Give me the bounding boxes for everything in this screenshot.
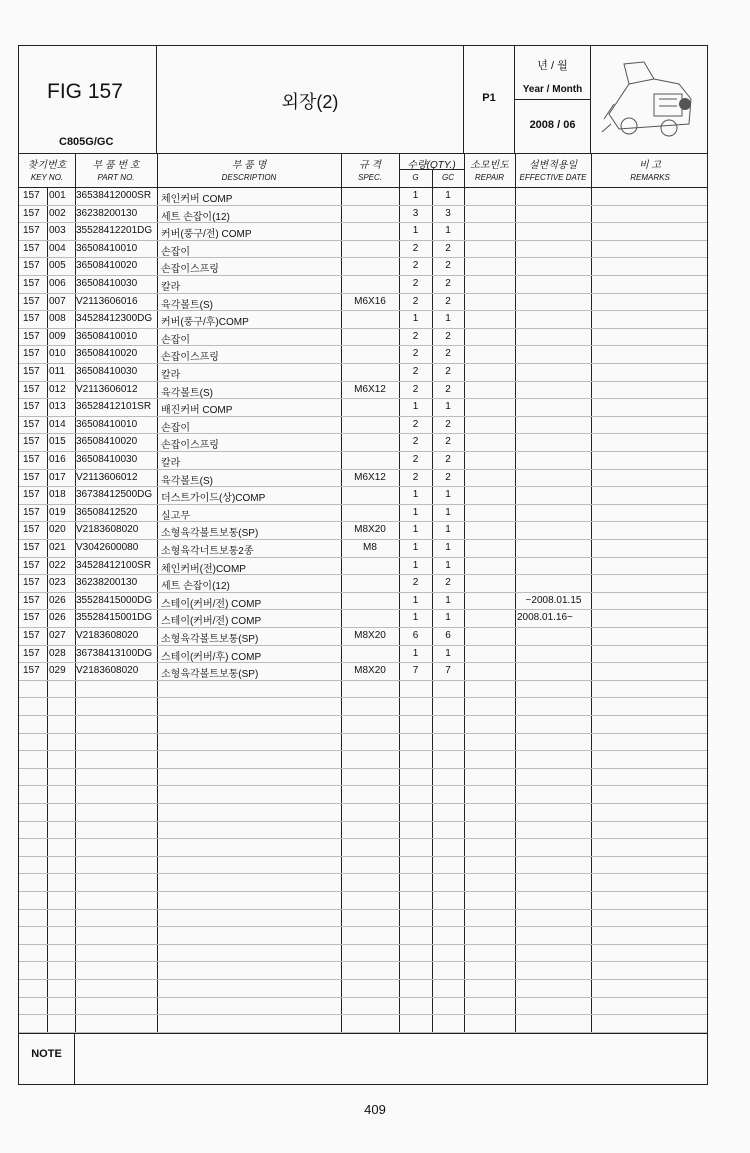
- cell-qty-g: 7: [412, 665, 419, 677]
- cell-sub-no: 003: [49, 225, 66, 237]
- cell-key-no: 157: [23, 559, 40, 571]
- page-code: P1: [482, 92, 496, 104]
- cell-qty-gc: 2: [445, 330, 451, 342]
- thumbnail-cell: [591, 46, 709, 153]
- cell-qty-gc: 2: [445, 471, 451, 483]
- col-remarks-ko: 비 고: [638, 160, 662, 171]
- cell-key-no: 157: [23, 313, 40, 325]
- cell-qty-g: 1: [412, 190, 419, 201]
- table-row: [19, 645, 707, 664]
- table-row: [19, 205, 707, 224]
- year-month-cell: [515, 46, 591, 153]
- cell-qty-gc: 1: [445, 190, 451, 201]
- cell-key-no: 157: [23, 401, 40, 413]
- table-row: [19, 381, 707, 400]
- cell-part-number: V2113606012: [76, 383, 138, 395]
- cell-qty-g: 2: [412, 348, 419, 360]
- cell-part-number: 36508410030: [76, 366, 138, 377]
- cell-sub-no: 016: [49, 454, 66, 465]
- cell-effective-date: ~2008.01.15: [525, 594, 582, 606]
- cell-qty-g: 1: [412, 559, 419, 571]
- col-key-ko: 찾기번호: [27, 160, 67, 171]
- cell-qty-gc: 2: [445, 383, 451, 395]
- table-row: [19, 768, 707, 787]
- cell-sub-no: 014: [49, 418, 66, 430]
- cell-sub-no: 013: [49, 401, 66, 413]
- col-repair: [464, 153, 515, 187]
- cell-qty-g: 2: [412, 295, 419, 307]
- cell-qty-gc: 2: [445, 418, 451, 430]
- cell-qty-g: 2: [412, 471, 419, 483]
- cell-key-no: 157: [23, 242, 40, 254]
- cell-key-no: 157: [23, 647, 40, 659]
- col-spec-en: SPEC.: [357, 173, 382, 182]
- cell-qty-gc: 1: [445, 401, 451, 413]
- cell-sub-no: 005: [49, 260, 66, 272]
- cell-qty-gc: 1: [445, 559, 451, 571]
- cell-key-no: 157: [23, 207, 40, 219]
- cell-description: 손잡이스프링: [161, 440, 219, 452]
- cell-part-number: 34528412300DG: [76, 313, 153, 325]
- cell-description: 육각볼트(S): [161, 299, 213, 311]
- table-row: [19, 539, 707, 558]
- table-row: [19, 574, 707, 593]
- cell-sub-no: 011: [49, 366, 65, 377]
- col-key: [19, 153, 75, 187]
- cell-part-number: 35528415000DG: [76, 594, 153, 606]
- cell-description: 칼라: [161, 282, 181, 293]
- cell-part-number: V2113606012: [76, 471, 138, 483]
- cell-part-number: 36238200130: [76, 577, 138, 589]
- col-qty-gc: GC: [442, 173, 454, 182]
- table-row: [19, 926, 707, 945]
- table-row: [19, 328, 707, 347]
- cell-description: 스테이(커버/후) COMP: [161, 651, 262, 663]
- cell-qty-gc: 1: [445, 489, 451, 501]
- cell-sub-no: 028: [49, 647, 66, 659]
- col-effective: [515, 153, 591, 187]
- col-repair-ko: 소모빈도: [470, 160, 509, 171]
- cell-description: 소형육각볼트보통(SP): [161, 528, 259, 540]
- table-row: [19, 697, 707, 716]
- cell-description: 세트 손잡이(12): [161, 211, 230, 223]
- title-cell: [157, 46, 464, 153]
- cell-part-number: V2183608020: [76, 524, 139, 536]
- cell-qty-gc: 2: [445, 278, 451, 289]
- table-row: [19, 257, 707, 276]
- col-spec: [341, 153, 399, 187]
- table-row: [19, 592, 707, 611]
- cell-description: 손잡이스프링: [161, 264, 219, 276]
- table-row: [19, 222, 707, 241]
- cell-sub-no: 007: [49, 295, 66, 307]
- cell-description: 더스트가이드(상)COMP: [161, 493, 266, 505]
- table-row: [19, 891, 707, 910]
- cell-qty-gc: 1: [445, 612, 451, 624]
- cell-qty-g: 1: [412, 542, 419, 553]
- cell-key-no: 157: [23, 436, 40, 448]
- cell-description: 육각볼트(S): [161, 475, 213, 487]
- cell-key-no: 157: [23, 295, 40, 307]
- cell-qty-gc: 2: [445, 577, 451, 589]
- cell-part-number: V3042600080: [76, 542, 139, 553]
- cell-qty-gc: 1: [445, 524, 451, 536]
- cell-key-no: 157: [23, 524, 40, 536]
- cell-qty-gc: 1: [445, 313, 451, 325]
- col-desc: [157, 153, 341, 187]
- cell-qty-g: 2: [412, 260, 419, 272]
- cell-part-number: 36508410020: [76, 260, 138, 272]
- cell-sub-no: 018: [49, 489, 66, 501]
- cell-sub-no: 021: [49, 542, 66, 553]
- table-row: [19, 627, 707, 646]
- cell-qty-g: 6: [412, 630, 419, 641]
- cell-description: 배진커버 COMP: [161, 405, 233, 417]
- cell-part-number: 36538412000SR: [76, 190, 152, 201]
- cell-qty-gc: 1: [445, 647, 451, 659]
- table-row: [19, 856, 707, 875]
- cell-sub-no: 002: [49, 207, 66, 219]
- cell-key-no: 157: [23, 348, 40, 360]
- table-row: [19, 433, 707, 452]
- cell-key-no: 157: [23, 190, 40, 201]
- page-cell: [464, 46, 515, 153]
- cell-qty-g: 2: [412, 330, 419, 342]
- figure-cell: [19, 46, 157, 153]
- cell-spec: M6X16: [354, 295, 386, 307]
- cell-spec: M6X12: [354, 471, 386, 483]
- table-row: [19, 838, 707, 857]
- cell-part-number: 36508410030: [76, 454, 138, 465]
- cell-qty-g: 1: [412, 647, 419, 659]
- cell-sub-no: 026: [49, 594, 66, 606]
- table-row: [19, 750, 707, 769]
- cell-description: 실고무: [161, 510, 190, 522]
- cell-key-no: 157: [23, 471, 40, 483]
- cell-spec: M8: [363, 542, 377, 553]
- cell-qty-gc: 2: [445, 242, 451, 254]
- sheet-header: [19, 46, 707, 154]
- table-row: [19, 733, 707, 752]
- cell-sub-no: 012: [49, 383, 66, 395]
- table-row: [19, 363, 707, 382]
- col-desc-ko: 부 품 명: [231, 160, 267, 171]
- page-number: 409: [364, 1102, 386, 1117]
- cell-qty-g: 2: [412, 418, 419, 430]
- cell-qty-gc: 2: [445, 436, 451, 448]
- parts-table-body: [19, 187, 707, 1033]
- cell-part-number: 36508410010: [76, 418, 138, 430]
- cell-sub-no: 015: [49, 436, 66, 448]
- page-title: 외장(2): [281, 92, 339, 112]
- table-row: [19, 785, 707, 804]
- cell-qty-gc: 1: [445, 506, 451, 518]
- cell-sub-no: 001: [49, 190, 66, 201]
- cell-key-no: 157: [23, 506, 40, 518]
- cell-qty-g: 1: [412, 225, 419, 237]
- cell-qty-g: 1: [412, 489, 419, 501]
- col-qty-ko: 수량(QTY.): [407, 160, 456, 171]
- table-row: [19, 398, 707, 417]
- cell-qty-gc: 6: [445, 630, 451, 641]
- cell-description: 소형육각너트보통2종: [161, 546, 254, 557]
- cell-sub-no: 029: [49, 665, 66, 677]
- cell-description: 스테이(커버/전) COMP: [161, 598, 262, 610]
- table-row: [19, 873, 707, 892]
- cell-sub-no: 020: [49, 524, 66, 536]
- cell-description: 손잡이스프링: [161, 352, 219, 364]
- cell-qty-g: 2: [412, 436, 419, 448]
- col-effective-ko: 설변적용일: [528, 160, 578, 171]
- cell-sub-no: 010: [49, 348, 66, 360]
- table-row: [19, 680, 707, 699]
- cell-key-no: 157: [23, 630, 40, 641]
- table-row: [19, 187, 707, 206]
- cell-spec: M8X20: [354, 524, 386, 536]
- cell-sub-no: 026: [49, 612, 66, 624]
- table-row: [19, 997, 707, 1016]
- figure-number: FIG 157: [47, 80, 123, 103]
- cell-description: 칼라: [161, 458, 181, 469]
- table-row: [19, 909, 707, 928]
- table-row: [19, 293, 707, 312]
- cell-key-no: 157: [23, 665, 40, 677]
- cell-qty-gc: 2: [445, 295, 451, 307]
- cell-key-no: 157: [23, 260, 40, 272]
- table-row: [19, 557, 707, 576]
- cell-key-no: 157: [23, 278, 40, 289]
- col-key-en: KEY NO.: [30, 173, 64, 182]
- cell-description: 커버(풍구/전) COMP: [161, 229, 252, 241]
- cell-qty-g: 1: [412, 313, 419, 325]
- table-row: [19, 416, 707, 435]
- cell-qty-gc: 1: [445, 542, 451, 553]
- cell-key-no: 157: [23, 330, 40, 342]
- cell-qty-gc: 2: [445, 454, 451, 465]
- cell-qty-g: 1: [412, 524, 419, 536]
- cell-key-no: 157: [23, 383, 40, 395]
- cell-description: 소형육각볼트보통(SP): [161, 669, 259, 681]
- cell-part-number: 36508410010: [76, 242, 138, 254]
- col-part: [75, 153, 157, 187]
- cell-sub-no: 008: [49, 313, 66, 325]
- cell-qty-gc: 7: [445, 665, 451, 677]
- cell-sub-no: 019: [49, 506, 66, 518]
- cell-part-number: 36238200130: [76, 207, 138, 219]
- cell-description: 칼라: [161, 370, 181, 381]
- cell-sub-no: 023: [49, 577, 66, 589]
- cell-description: 커버(풍구/후)COMP: [161, 317, 249, 329]
- cell-qty-gc: 3: [445, 207, 451, 219]
- table-row: [19, 469, 707, 488]
- table-row: [19, 803, 707, 822]
- cell-key-no: 157: [23, 489, 40, 501]
- cell-key-no: 157: [23, 366, 40, 377]
- cell-key-no: 157: [23, 225, 40, 237]
- cell-sub-no: 009: [49, 330, 66, 342]
- col-remarks-en: REMARKS: [630, 173, 670, 182]
- year-month-label-en: Year / Month: [522, 84, 583, 95]
- cell-spec: M8X20: [354, 665, 386, 677]
- cell-sub-no: 006: [49, 278, 66, 289]
- cell-qty-gc: 2: [445, 260, 451, 272]
- cell-key-no: 157: [23, 577, 40, 589]
- cell-spec: M8X20: [354, 630, 386, 641]
- table-row: [19, 486, 707, 505]
- table-row: [19, 275, 707, 294]
- col-part-ko: 부 품 번 호: [92, 160, 140, 171]
- cell-key-no: 157: [23, 594, 40, 606]
- col-part-en: PART NO.: [97, 173, 135, 182]
- cell-part-number: 36738412500DG: [76, 489, 153, 501]
- cell-sub-no: 027: [49, 630, 66, 641]
- table-row: [19, 521, 707, 540]
- cell-qty-g: 2: [412, 577, 419, 589]
- cell-qty-g: 2: [412, 366, 419, 377]
- cell-qty-g: 3: [412, 207, 419, 219]
- cell-spec: M6X12: [354, 383, 386, 395]
- cell-part-number: 35528412201DG: [76, 225, 153, 237]
- table-row: [19, 345, 707, 364]
- cell-description: 손잡이: [161, 334, 190, 346]
- cell-description: 손잡이: [161, 422, 190, 434]
- cell-key-no: 157: [23, 542, 40, 553]
- cell-sub-no: 017: [49, 471, 66, 483]
- cell-part-number: 36738413100DG: [76, 647, 153, 659]
- column-header-row: [19, 153, 707, 188]
- cell-qty-g: 1: [412, 401, 419, 413]
- parts-sheet: [18, 45, 708, 1085]
- cell-key-no: 157: [23, 612, 40, 624]
- col-effective-en: EFFECTIVE DATE: [519, 173, 587, 182]
- table-row: [19, 662, 707, 681]
- cell-part-number: 34528412100SR: [76, 559, 152, 571]
- cell-part-number: V2183608020: [76, 630, 139, 641]
- cell-sub-no: 022: [49, 559, 66, 571]
- col-spec-ko: 규 격: [358, 160, 382, 171]
- cell-part-number: 36508410020: [76, 348, 138, 360]
- table-row: [19, 310, 707, 329]
- cell-part-number: 36508410020: [76, 436, 138, 448]
- cell-qty-g: 1: [412, 506, 419, 518]
- cell-effective-date: 2008.01.16~: [517, 612, 573, 624]
- table-row: [19, 1014, 707, 1033]
- table-row: [19, 240, 707, 259]
- table-row: [19, 944, 707, 963]
- cell-part-number: 35528415001DG: [76, 612, 153, 624]
- cell-part-number: 36508412520: [76, 506, 138, 518]
- cell-qty-g: 2: [412, 454, 419, 465]
- year-month-label-ko: 년 / 월: [537, 60, 568, 72]
- table-row: [19, 504, 707, 523]
- cell-qty-gc: 1: [445, 594, 451, 606]
- table-row: [19, 715, 707, 734]
- cell-description: 체인커버(전)COMP: [161, 563, 246, 575]
- cell-qty-gc: 2: [445, 366, 451, 377]
- table-row: [19, 979, 707, 998]
- cell-key-no: 157: [23, 418, 40, 430]
- col-qty-g: G: [412, 173, 419, 182]
- cell-part-number: 36528412101SR: [76, 401, 152, 413]
- cell-description: 소형육각볼트보통(SP): [161, 634, 259, 645]
- cell-description: 손잡이: [161, 246, 190, 258]
- cell-qty-gc: 1: [445, 225, 451, 237]
- cell-qty-g: 2: [412, 278, 419, 289]
- cell-qty-g: 2: [412, 383, 419, 395]
- cell-key-no: 157: [23, 454, 40, 465]
- cell-description: 스테이(커버/전) COMP: [161, 616, 262, 628]
- cell-qty-g: 1: [412, 612, 419, 624]
- combine-harvester-thumbnail: [599, 54, 699, 144]
- col-remarks: [591, 153, 709, 187]
- table-row: [19, 821, 707, 840]
- note-label: NOTE: [19, 1034, 75, 1085]
- cell-description: 체인커버 COMP: [161, 194, 233, 205]
- table-row: [19, 451, 707, 470]
- table-row: [19, 961, 707, 980]
- table-row: [19, 609, 707, 628]
- cell-qty-g: 2: [412, 242, 419, 254]
- cell-part-number: V2183608020: [76, 665, 139, 677]
- cell-qty-g: 1: [412, 594, 419, 606]
- model-name: C805G/GC: [59, 136, 114, 148]
- revision-date: 2008 / 06: [529, 119, 576, 131]
- cell-description: 육각볼트(S): [161, 387, 213, 399]
- col-repair-en: REPAIR: [474, 173, 505, 182]
- note-section: [19, 1033, 707, 1085]
- cell-part-number: V2113606016: [76, 295, 138, 307]
- cell-part-number: 36508410010: [76, 330, 138, 342]
- cell-part-number: 36508410030: [76, 278, 138, 289]
- cell-sub-no: 004: [49, 242, 66, 254]
- cell-qty-gc: 2: [445, 348, 451, 360]
- cell-description: 세트 손잡이(12): [161, 581, 230, 593]
- col-desc-en: DESCRIPTION: [221, 173, 277, 182]
